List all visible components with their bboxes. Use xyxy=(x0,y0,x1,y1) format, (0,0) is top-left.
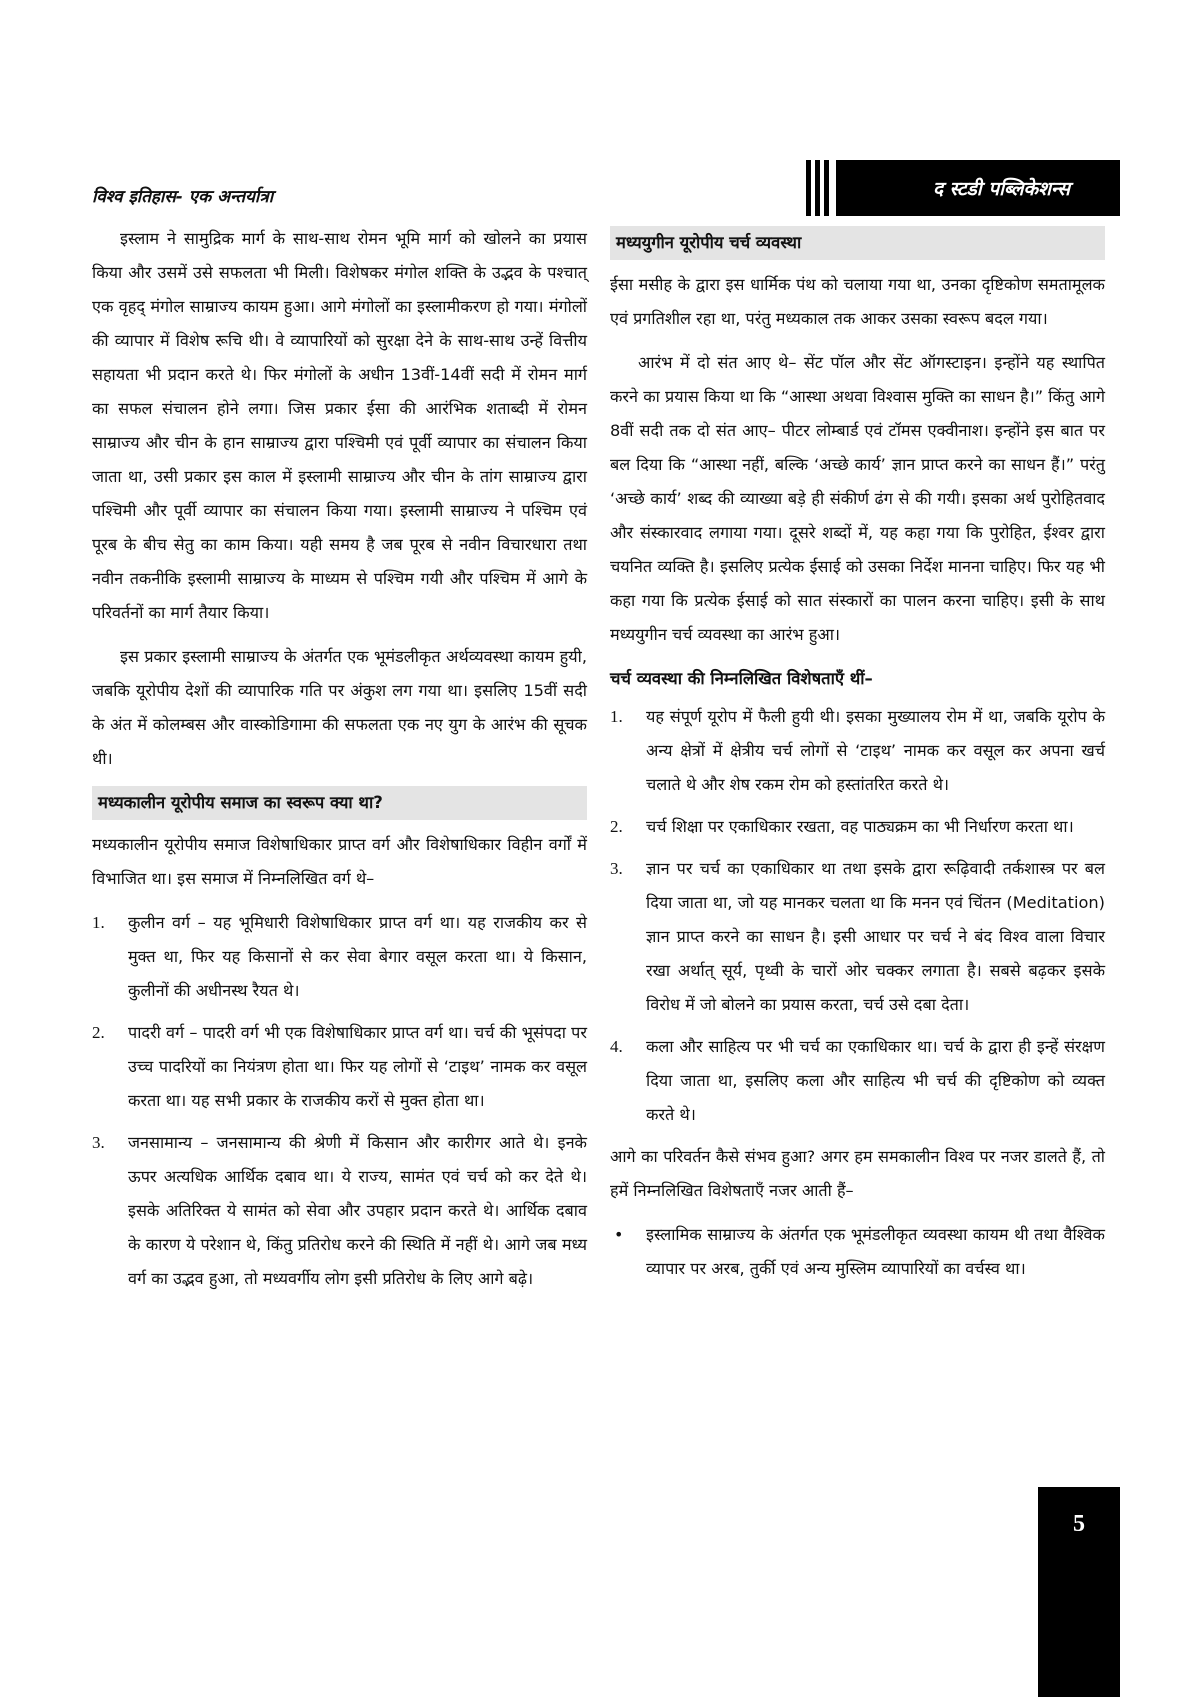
list-item xyxy=(610,1218,1105,1286)
paragraph: इस प्रकार इस्लामी साम्राज्य के अंतर्गत एक भूमंडलीकृत अर्थव्यवस्था कायम हुयी, जबकि यूरोपीय देशों की व्यापारिक गति पर अंकुश लग गया था। इसलिए 15वीं सदी के अंत में कोलम्बस और वास्कोडिगामा की सफलता एक नए युग के आरंभ की सूचक थी। xyxy=(92,647,587,768)
page-number-tab xyxy=(1038,1487,1120,1697)
list-item xyxy=(610,852,1105,1022)
subheading: चर्च व्यवस्था की निम्नलिखित विशेषताएँ थीं– xyxy=(610,669,873,688)
list-item-text: कुलीन वर्ग – यह भूमिधारी विशेषाधिकार प्राप्त वर्ग था। यह राजकीय कर से मुक्त था, फिर यह किसानों से कर सेवा बेगार वसूल करता था। ये किसान, कुलीनों की अधीनस्थ रैयत थे। xyxy=(128,913,587,1000)
numbered-list xyxy=(92,906,587,1296)
list-number: 1. xyxy=(92,913,105,932)
left-column xyxy=(92,222,587,1304)
list-item xyxy=(92,906,587,1008)
paragraph: आगे का परिवर्तन कैसे संभव हुआ? अगर हम समकालीन विश्व पर नजर डालते हैं, तो हमें निम्नलिखित विशेषताएँ नजर आती हैं– xyxy=(610,1147,1105,1200)
numbered-list xyxy=(610,700,1105,1132)
list-item xyxy=(92,1016,587,1118)
list-number: 2. xyxy=(92,1023,105,1042)
list-item xyxy=(610,810,1105,844)
list-number: 1. xyxy=(610,707,623,726)
list-item-text: जनसामान्य – जनसामान्य की श्रेणी में किसान और कारीगर आते थे। इनके ऊपर अत्यधिक आर्थिक दबाव था। ये राज्य, सामंत एवं चर्च को कर देते थे। इसके अतिरिक्त ये सामंत को सेवा और उपहार प्रदान करते थे। आर्थिक दबाव के कारण ये परेशान थे, किंतु प्रतिरोध करने की स्थिति में नहीं थे। आगे जब मध्य वर्ग का उद्भव हुआ, तो मध्यवर्गीय लोग इसी प्रतिरोध के लिए आगे बढ़े। xyxy=(128,1133,587,1288)
paragraph: मध्यकालीन यूरोपीय समाज विशेषाधिकार प्राप्त वर्ग और विशेषाधिकार विहीन वर्गों में विभाजित था। इस समाज में निम्नलिखित वर्ग थे– xyxy=(92,835,587,888)
list-item-text: चर्च शिक्षा पर एकाधिकार रखता, वह पाठ्यक्रम का भी निर्धारण करता था। xyxy=(646,817,1074,836)
paragraph: इस्लाम ने सामुद्रिक मार्ग के साथ-साथ रोमन भूमि मार्ग को खोलने का प्रयास किया और उसमें उसे सफलता भी मिली। विशेषकर मंगोल शक्ति के उद्भव के पश्चात् एक वृहद् मंगोल साम्राज्य कायम हुआ। आगे मंगोलों का इस्लामीकरण हो गया। मंगोलों की व्यापार में विशेष रूचि थी। वे व्यापारियों को सुरक्षा देने के साथ-साथ उन्हें वित्तीय सहायता भी प्रदान करते थे। फिर मंगोलों के अधीन 13वीं-14वीं सदी में रोमन मार्ग का सफल संचालन होने लगा। जिस प्रकार ईसा की आरंभिक शताब्दी में रोमन साम्राज्य और चीन के हान साम्राज्य द्वारा पश्चिमी एवं पूर्वी व्यापार का संचालन किया जाता था, उसी प्रकार इस काल में इस्लामी साम्राज्य और चीन के तांग साम्राज्य द्वारा पश्चिमी और पूर्वी व्यापार का संचालन किया गया। इस्लामी साम्राज्य ने पश्चिम एवं पूरब के बीच सेतु का काम किया। यही समय है जब पूरब से नवीन विचारधारा तथा नवीन तकनीकि इस्लामी साम्राज्य के माध्यम से पश्चिम गयी और पश्चिम में आगे के परिवर्तनों का मार्ग तैयार किया। xyxy=(92,229,587,622)
list-number: 2. xyxy=(610,817,623,836)
publisher-name: द स्टडी पब्लिकेशन्स xyxy=(932,178,1070,200)
list-number: 3. xyxy=(92,1133,105,1152)
bullet-list xyxy=(610,1218,1105,1286)
list-number: 4. xyxy=(610,1037,623,1056)
list-item xyxy=(610,1030,1105,1132)
list-item-text: यह संपूर्ण यूरोप में फैली हुयी थी। इसका मुख्यालय रोम में था, जबकि यूरोप के अन्य क्षेत्रों में क्षेत्रीय चर्च लोगों से ‘टाइथ’ नामक कर वसूल कर अपना खर्च चलाते थे और शेष रकम रोम को हस्तांतरित करते थे। xyxy=(646,707,1105,794)
publisher-banner xyxy=(836,160,1120,216)
list-item-text: पादरी वर्ग – पादरी वर्ग भी एक विशेषाधिकार प्राप्त वर्ग था। चर्च की भूसंपदा पर उच्च पादरियों का नियंत्रण होता था। फिर यह लोगों से ‘टाइथ’ नामक कर वसूल करता था। यह सभी प्रकार के राजकीय करों से मुक्त होता था। xyxy=(128,1023,587,1110)
section-heading: मध्ययुगीन यूरोपीय चर्च व्यवस्था xyxy=(610,226,1105,260)
list-number: 3. xyxy=(610,859,623,878)
running-header-title: विश्व इतिहास- एक अन्तर्यात्रा xyxy=(92,187,274,207)
paragraph: आरंभ में दो संत आए थे– सेंट पॉल और सेंट ऑगस्टाइन। इन्होंने यह स्थापित करने का प्रयास किया था कि “आस्था अथवा विश्वास मुक्ति का साधन है।” किंतु आगे 8वीं सदी तक दो संत आए– पीटर लोम्बार्ड एवं टॉमस एक्वीनाश। इन्होंने इस बात पर बल दिया कि “आस्था नहीं, बल्कि ‘अच्छे कार्य’ ज्ञान प्राप्त करने का साधन हैं।” परंतु ‘अच्छे कार्य’ शब्द की व्याख्या बड़े ही संकीर्ण ढंग से की गयी। इसका अर्थ पुरोहितवाद और संस्कारवाद लगाया गया। दूसरे शब्दों में, यह कहा गया कि पुरोहित, ईश्वर द्वारा चयनित व्यक्ति है। इसलिए प्रत्येक ईसाई को उसका निर्देश मानना चाहिए। फिर यह भी कहा गया कि प्रत्येक ईसाई को सात संस्कारों का पालन करना चाहिए। इसी के साथ मध्ययुगीन चर्च व्यवस्था का आरंभ हुआ। xyxy=(610,353,1105,644)
list-item-text: कला और साहित्य पर भी चर्च का एकाधिकार था। चर्च के द्वारा ही इन्हें संरक्षण दिया जाता था, इसलिए कला और साहित्य भी चर्च की दृष्टिकोण को व्यक्त करते थे। xyxy=(646,1037,1105,1124)
paragraph: ईसा मसीह के द्वारा इस धार्मिक पंथ को चलाया गया था, उनका दृष्टिकोण समतामूलक एवं प्रगतिशील रहा था, परंतु मध्यकाल तक आकर उसका स्वरूप बदल गया। xyxy=(610,275,1105,328)
right-column xyxy=(610,222,1105,1294)
list-item-text: ज्ञान पर चर्च का एकाधिकार था तथा इसके द्वारा रूढ़िवादी तर्कशास्त्र पर बल दिया जाता था, जो यह मानकर चलता था कि मनन एवं चिंतन (Meditation) ज्ञान प्राप्त करने का साधन है। इसी आधार पर चर्च ने बंद विश्व वाला विचार रखा अर्थात् सूर्य, पृथ्वी के चारों ओर चक्कर लगाता है। सबसे बढ़कर इसके विरोध में जो बोलने का प्रयास करता, चर्च उसे दबा देता। xyxy=(646,859,1105,1014)
list-item xyxy=(610,700,1105,802)
bullet-icon: • xyxy=(614,1225,624,1244)
list-item xyxy=(92,1126,587,1296)
list-item-text: इस्लामिक साम्राज्य के अंतर्गत एक भूमंडलीकृत व्यवस्था कायम थी तथा वैश्विक व्यापार पर अरब, तुर्की एवं अन्य मुस्लिम व्यापारियों का वर्चस्व था। xyxy=(646,1225,1105,1278)
section-heading: मध्यकालीन यूरोपीय समाज का स्वरूप क्या था? xyxy=(92,786,587,820)
header-bars-decoration xyxy=(806,160,830,216)
page-number: 5 xyxy=(1073,1511,1085,1537)
